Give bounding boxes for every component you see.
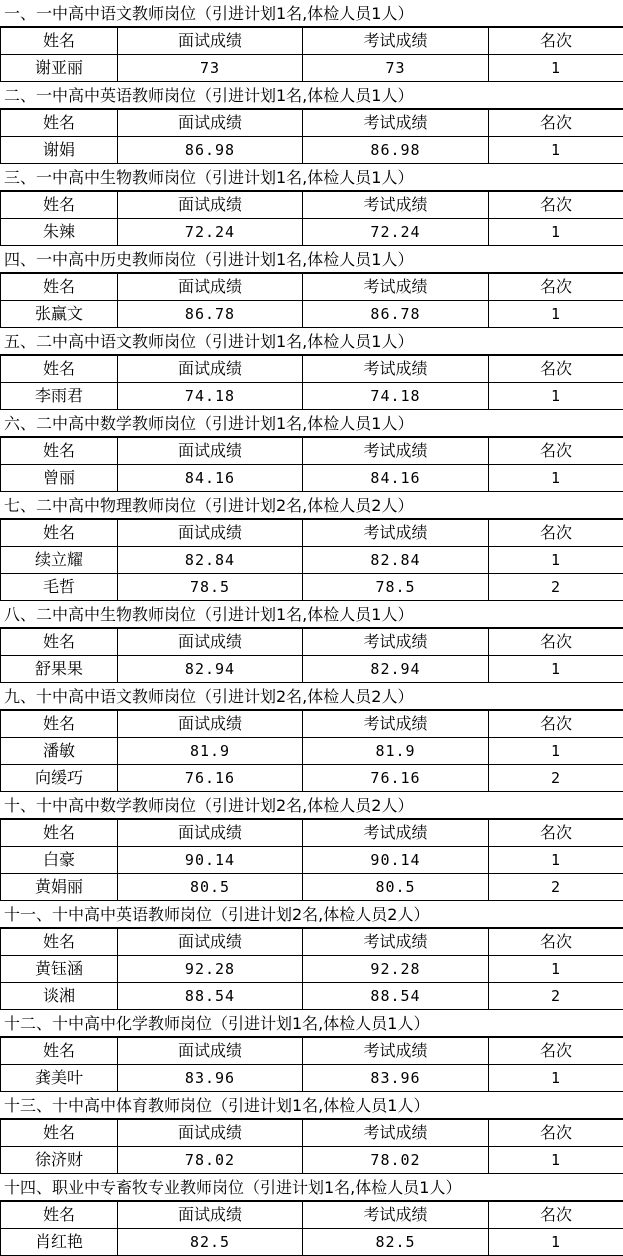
section-title: 四、一中高中历史教师岗位（引进计划1名,体检人员1人） [0,246,623,273]
header-name: 姓名 [1,110,118,137]
header-row [1,711,623,738]
table-row [1,1229,623,1256]
header-name: 姓名 [1,711,118,738]
exam-score: 74.18 [303,383,489,410]
rank-value: 1 [489,137,623,164]
interview-score: 74.18 [118,383,303,410]
position-section [0,82,623,164]
header-row [1,929,623,956]
candidate-name: 谢娟 [1,137,118,164]
interview-score: 78.02 [118,1147,303,1174]
header-name: 姓名 [1,274,118,301]
exam-score: 82.5 [303,1229,489,1256]
results-table [0,710,623,792]
results-table [0,273,623,328]
results-table [0,1201,623,1256]
rank-value: 1 [489,847,623,874]
header-row [1,356,623,383]
candidate-name: 朱辣 [1,219,118,246]
header-row [1,1202,623,1229]
position-section [0,1010,623,1092]
exam-score: 92.28 [303,956,489,983]
header-rank: 名次 [489,1202,623,1229]
table-row [1,465,623,492]
position-section [0,901,623,1010]
header-exam-score: 考试成绩 [303,629,489,656]
candidate-name: 潘敏 [1,738,118,765]
interview-score: 76.16 [118,765,303,792]
results-table [0,355,623,410]
position-section [0,328,623,410]
header-row [1,1038,623,1065]
table-row [1,738,623,765]
results-table [0,191,623,246]
exam-score: 80.5 [303,874,489,901]
candidate-name: 张赢文 [1,301,118,328]
header-exam-score: 考试成绩 [303,438,489,465]
header-row [1,438,623,465]
candidate-name: 续立耀 [1,547,118,574]
header-name: 姓名 [1,1202,118,1229]
interview-score: 72.24 [118,219,303,246]
header-name: 姓名 [1,820,118,847]
table-row [1,383,623,410]
exam-score: 90.14 [303,847,489,874]
header-name: 姓名 [1,929,118,956]
candidate-name: 黄钰涵 [1,956,118,983]
exam-score: 83.96 [303,1065,489,1092]
header-interview-score: 面试成绩 [118,110,303,137]
candidate-name: 龚美叶 [1,1065,118,1092]
results-table [0,27,623,82]
exam-score: 88.54 [303,983,489,1010]
header-interview-score: 面试成绩 [118,274,303,301]
table-row [1,765,623,792]
header-exam-score: 考试成绩 [303,274,489,301]
candidate-name: 向缓巧 [1,765,118,792]
header-row [1,192,623,219]
section-title: 八、二中高中生物教师岗位（引进计划1名,体检人员1人） [0,601,623,628]
results-table [0,437,623,492]
candidate-name: 谢亚丽 [1,55,118,82]
rank-value: 2 [489,574,623,601]
header-rank: 名次 [489,1038,623,1065]
header-exam-score: 考试成绩 [303,1202,489,1229]
interview-score: 73 [118,55,303,82]
table-row [1,547,623,574]
header-interview-score: 面试成绩 [118,1038,303,1065]
header-name: 姓名 [1,192,118,219]
exam-score: 82.84 [303,547,489,574]
header-name: 姓名 [1,28,118,55]
interview-score: 82.84 [118,547,303,574]
table-row [1,983,623,1010]
rank-value: 1 [489,1065,623,1092]
header-exam-score: 考试成绩 [303,820,489,847]
header-rank: 名次 [489,629,623,656]
results-table [0,1119,623,1174]
position-section [0,1092,623,1174]
position-section [0,410,623,492]
table-row [1,301,623,328]
results-table [0,628,623,683]
header-name: 姓名 [1,1120,118,1147]
exam-score: 78.5 [303,574,489,601]
exam-score: 86.78 [303,301,489,328]
exam-score: 72.24 [303,219,489,246]
rank-value: 1 [489,1147,623,1174]
section-title: 九、十中高中语文教师岗位（引进计划2名,体检人员2人） [0,683,623,710]
exam-score: 82.94 [303,656,489,683]
header-exam-score: 考试成绩 [303,192,489,219]
section-title: 十四、职业中专畜牧专业教师岗位（引进计划1名,体检人员1人） [0,1174,623,1201]
table-row [1,874,623,901]
candidate-name: 李雨君 [1,383,118,410]
interview-score: 82.5 [118,1229,303,1256]
candidate-name: 黄娟丽 [1,874,118,901]
header-name: 姓名 [1,356,118,383]
table-row [1,1065,623,1092]
section-title: 十、十中高中数学教师岗位（引进计划2名,体检人员2人） [0,792,623,819]
section-title: 一、一中高中语文教师岗位（引进计划1名,体检人员1人） [0,0,623,27]
header-rank: 名次 [489,1120,623,1147]
section-title: 七、二中高中物理教师岗位（引进计划2名,体检人员2人） [0,492,623,519]
position-section [0,164,623,246]
interview-score: 83.96 [118,1065,303,1092]
header-row [1,820,623,847]
exam-score: 73 [303,55,489,82]
section-title: 六、二中高中数学教师岗位（引进计划1名,体检人员1人） [0,410,623,437]
results-table [0,819,623,901]
header-interview-score: 面试成绩 [118,1202,303,1229]
rank-value: 1 [489,465,623,492]
candidate-name: 谈湘 [1,983,118,1010]
rank-value: 2 [489,765,623,792]
rank-value: 1 [489,956,623,983]
header-rank: 名次 [489,520,623,547]
section-title: 十一、十中高中英语教师岗位（引进计划2名,体检人员2人） [0,901,623,928]
table-row [1,219,623,246]
header-name: 姓名 [1,520,118,547]
header-row [1,520,623,547]
header-rank: 名次 [489,438,623,465]
header-row [1,274,623,301]
table-row [1,847,623,874]
header-rank: 名次 [489,274,623,301]
interview-score: 80.5 [118,874,303,901]
exam-score: 84.16 [303,465,489,492]
results-table [0,1037,623,1092]
section-title: 二、一中高中英语教师岗位（引进计划1名,体检人员1人） [0,82,623,109]
position-section [0,0,623,82]
table-row [1,956,623,983]
interview-score: 78.5 [118,574,303,601]
candidate-name: 徐济财 [1,1147,118,1174]
header-interview-score: 面试成绩 [118,356,303,383]
rank-value: 1 [489,738,623,765]
rank-value: 1 [489,383,623,410]
position-section [0,246,623,328]
rank-value: 1 [489,219,623,246]
header-interview-score: 面试成绩 [118,629,303,656]
results-table [0,109,623,164]
candidate-name: 舒果果 [1,656,118,683]
candidate-name: 肖红艳 [1,1229,118,1256]
results-table [0,519,623,601]
position-section [0,492,623,601]
header-interview-score: 面试成绩 [118,192,303,219]
interview-score: 88.54 [118,983,303,1010]
header-rank: 名次 [489,820,623,847]
header-interview-score: 面试成绩 [118,438,303,465]
table-row [1,55,623,82]
header-exam-score: 考试成绩 [303,929,489,956]
exam-score: 81.9 [303,738,489,765]
interview-score: 90.14 [118,847,303,874]
table-row [1,656,623,683]
header-exam-score: 考试成绩 [303,1120,489,1147]
exam-score: 76.16 [303,765,489,792]
header-row [1,28,623,55]
header-exam-score: 考试成绩 [303,28,489,55]
exam-score: 86.98 [303,137,489,164]
candidate-name: 毛哲 [1,574,118,601]
header-interview-score: 面试成绩 [118,711,303,738]
results-table [0,928,623,1010]
interview-score: 82.94 [118,656,303,683]
exam-score: 78.02 [303,1147,489,1174]
interview-score: 92.28 [118,956,303,983]
header-exam-score: 考试成绩 [303,711,489,738]
table-row [1,137,623,164]
rank-value: 2 [489,983,623,1010]
position-section [0,683,623,792]
header-row [1,110,623,137]
interview-score: 84.16 [118,465,303,492]
section-title: 十二、十中高中化学教师岗位（引进计划1名,体检人员1人） [0,1010,623,1037]
header-rank: 名次 [489,28,623,55]
header-exam-score: 考试成绩 [303,356,489,383]
rank-value: 1 [489,55,623,82]
header-interview-score: 面试成绩 [118,820,303,847]
rank-value: 1 [489,1229,623,1256]
rank-value: 1 [489,547,623,574]
section-title: 三、一中高中生物教师岗位（引进计划1名,体检人员1人） [0,164,623,191]
header-rank: 名次 [489,711,623,738]
rank-value: 2 [489,874,623,901]
header-interview-score: 面试成绩 [118,1120,303,1147]
header-row [1,1120,623,1147]
header-exam-score: 考试成绩 [303,1038,489,1065]
header-row [1,629,623,656]
section-title: 十三、十中高中体育教师岗位（引进计划1名,体检人员1人） [0,1092,623,1119]
header-name: 姓名 [1,438,118,465]
header-interview-score: 面试成绩 [118,520,303,547]
header-name: 姓名 [1,629,118,656]
rank-value: 1 [489,301,623,328]
position-section [0,601,623,683]
header-interview-score: 面试成绩 [118,929,303,956]
rank-value: 1 [489,656,623,683]
header-interview-score: 面试成绩 [118,28,303,55]
position-section [0,1174,623,1256]
interview-score: 86.98 [118,137,303,164]
table-row [1,1147,623,1174]
candidate-name: 白豪 [1,847,118,874]
section-title: 五、二中高中语文教师岗位（引进计划1名,体检人员1人） [0,328,623,355]
interview-score: 81.9 [118,738,303,765]
position-section [0,792,623,901]
header-rank: 名次 [489,356,623,383]
candidate-name: 曾丽 [1,465,118,492]
header-rank: 名次 [489,929,623,956]
header-exam-score: 考试成绩 [303,520,489,547]
header-rank: 名次 [489,110,623,137]
header-name: 姓名 [1,1038,118,1065]
header-exam-score: 考试成绩 [303,110,489,137]
interview-score: 86.78 [118,301,303,328]
table-row [1,574,623,601]
header-rank: 名次 [489,192,623,219]
